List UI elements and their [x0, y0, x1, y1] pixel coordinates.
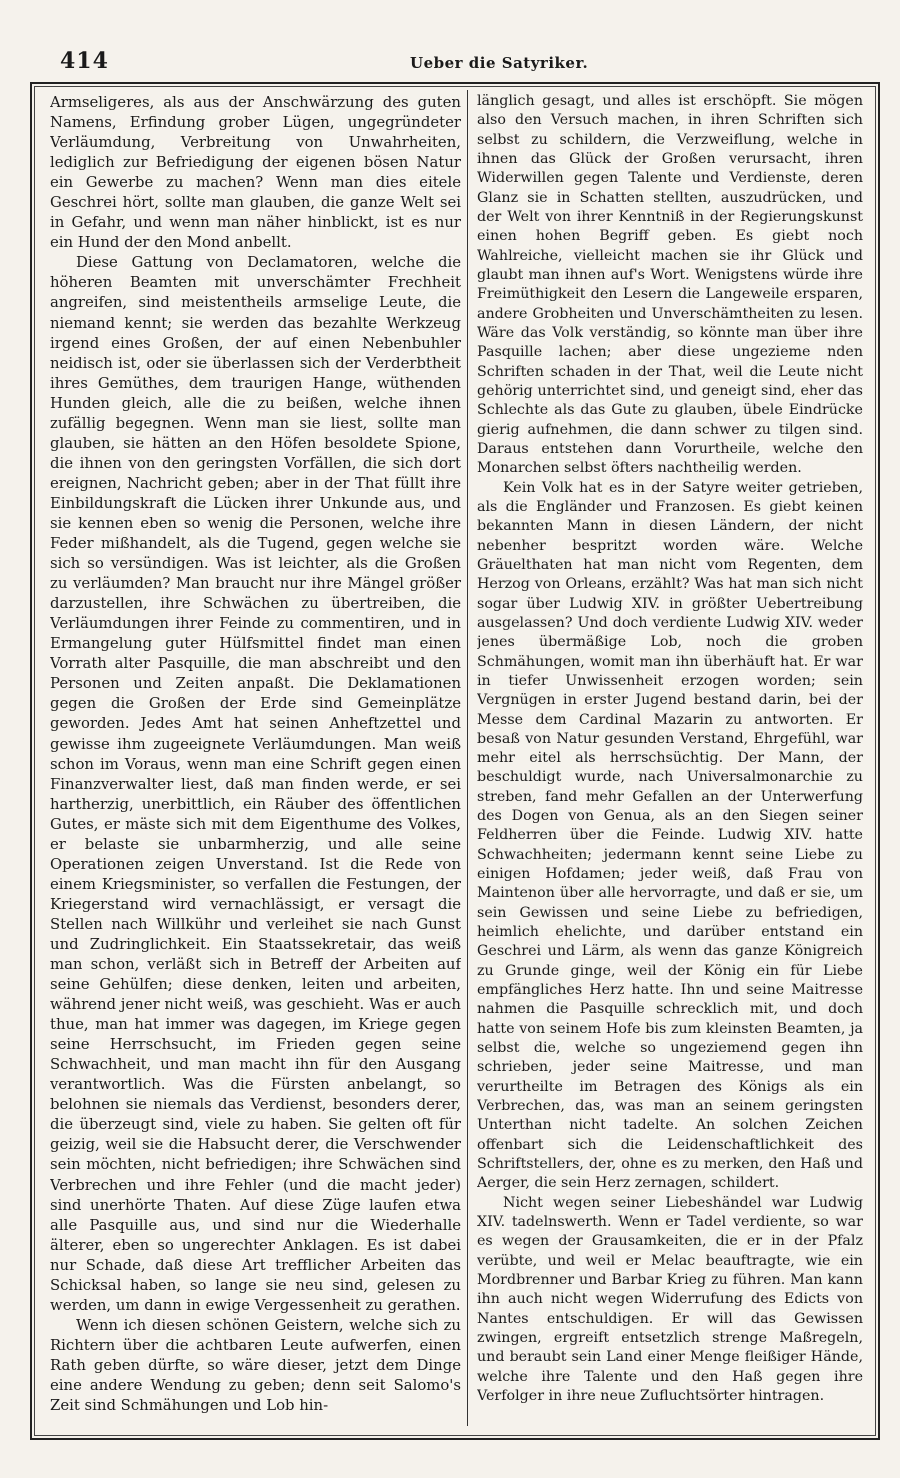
page-header [60, 48, 860, 78]
paragraph: Armseligeres, als aus der Anschwärzung des guten Namens, Erfindung grober Lügen, ungegründeter Verläumdung, Verbreitung von Unwahrheiten, lediglich zur Befriedigung der eigenen bösen Natur ein Gewerbe zu machen? Wenn man dies eitele Geschrei hört, sollte man glauben, die ganze Welt sei in Gefahr, und wenn man näher hinblickt, ist es nur ein Hund der den Mond anbellt. [50, 93, 461, 252]
paragraph: Nicht wegen seiner Liebeshändel war Ludwig XIV. tadelnswerth. Wenn er Tadel verdiente, so war es wegen der Grausamkeiten, die er in der Pfalz verübte, und weil er Melac beauftragte, wie ein Mordbrenner und Barbar Krieg zu führen. Man kann ihn auch nicht wegen Widerrufung des Edicts von Nantes entschuldigen. Er will das Gewissen zwingen, ergreift entsetzlich strenge Maßregeln, und beraubt sein Land einer Menge fleißiger Hände, welche ihre Talente und den Haß gegen ihre Verfolger in ihre neue Zufluchtsörter hintragen. [477, 1194, 863, 1404]
paragraph: Diese Gattung von Declamatoren, welche die höheren Beamten mit unverschämter Frechheit angreifen, sind meistentheils armselige Leute, die niemand kennt; sie werden das bezahlte Werkzeug irgend eines Großen, der auf einen Nebenbuhler neidisch ist, oder sie überlassen sich der Verderbtheit ihres Gemüthes, dem traurigen Hange, wüthenden Hunden gleich, alle die zu beißen, welche ihnen zufällig begegnen. Wenn man sie liest, sollte man glauben, sie hätten an den Höfen besoldete Spione, die ihnen von den geringsten Vorfällen, die sich dort ereignen, Nachricht geben; aber in der That füllt ihre Einbildungskraft die Lücken ihrer Unkunde aus, und sie kennen eben so wenig die Personen, welche ihre Feder mißhandelt, als die Tugend, gegen welche sie sich so versündigen. Was ist leichter, als die Großen zu verläumden? Man braucht nur ihre Mängel größer darzustellen, ihre Schwächen zu übertreiben, die Verläumdungen ihrer Feinde zu commentiren, und in Ermangelung guter Hülfsmittel findet man einen Vorrath alter Pasquille, die man abschreibt und den Personen und Zeiten anpaßt. Die Deklamationen gegen die Großen der Erde sind Gemeinplätze geworden. Jedes Amt hat seinen Anheftzettel und gewisse ihm zugeeignete Verläumdungen. Man weiß schon im Voraus, wenn man eine Schrift gegen einen Finanzverwalter liest, daß man finden werde, er sei hartherzig, unerbittlich, ein Räuber des öffentlichen Gutes, er mäste sich mit dem Eigenthume des Volkes, er belaste sie unbarmherzig, und alle seine Operationen zeigen Unverstand. Ist die Rede von einem Kriegsminister, so verfallen die Festungen, der Kriegerstand wird vernachlässigt, er versagt die Stellen nach Willkühr und verleihet sie nach Gunst und Zudringlichkeit. Ein Staatssekretair, das weiß man schon, verläßt sich in Betreff der Arbeiten auf seine Gehülfen; diese denken, leiten und arbeiten, während jener nicht weiß, was geschieht. Was er auch thue, man hat immer was dagegen, im Kriege gegen seine Herrschsucht, im Frieden gegen seine Schwachheit, und man macht ihn für den Ausgang verantwortlich. Was die Fürsten anbelangt, so belohnen sie niemals das Verdienst, besonders derer, die überzeugt sind, viele zu haben. Sie gelten oft für geizig, weil sie die Habsucht derer, die Verschwender sein möchten, nicht befriedigen; ihre Schwächen sind Verbrechen und ihre Fehler (und die macht jeder) sind unerhörte Thaten. Auf diese Züge laufen etwa alle Pasquille aus, und sind nur die Wiederhalle älterer, eben so ungerechter Anklagen. Es ist dabei nur Schade, daß diese Art trefflicher Arbeiten das Schicksal haben, so lange sie neu sind, gelesen zu werden, um dann in ewige Vergessenheit zu gerathen. [50, 253, 461, 1314]
left-column [50, 92, 461, 1422]
page-number: 414 [60, 48, 109, 74]
paragraph: Wenn ich diesen schönen Geistern, welche sich zu Richtern über die achtbaren Leute aufwerfen, einen Rath geben dürfte, so wäre dieser, jetzt dem Dinge eine andere Wendung zu geben; denn seit Salomo's Zeit sind Schmähungen und Lob hin- [50, 1315, 461, 1415]
column-divider [467, 90, 468, 1426]
paragraph: Kein Volk hat es in der Satyre weiter getrieben, als die Engländer und Franzosen. Es giebt keinen bekannten Mann in diesen Ländern, der nicht nebenher bespritzt worden wäre. Welche Gräuelthaten hat man nicht vom Regenten, dem Herzog von Orleans, erzählt? Was hat man sich nicht sogar über Ludwig XIV. in größter Uebertreibung ausgelassen? Und doch verdiente Ludwig XIV. weder jenes übermäßige Lob, noch die groben Schmähungen, womit man ihn überhäuft hat. Er war in tiefer Unwissenheit erzogen worden; sein Vergnügen in erster Jugend bestand darin, bei der Messe dem Cardinal Mazarin zu antworten. Er besaß von Natur gesunden Verstand, Ehrgefühl, war mehr eitel als herrschsüchtig. Der Mann, der beschuldigt wurde, nach Universalmonarchie zu streben, fand mehr Gefallen an der Unterwerfung des Dogen von Genua, als an den Siegen seiner Feldherren über die Feinde. Ludwig XIV. hatte Schwachheiten; jedermann kennt seine Liebe zu einigen Hofdamen; jeder weiß, daß Frau von Maintenon über alle hervorragte, und daß er sie, um sein Gewissen und seine Liebe zu befriedigen, heimlich ehelichte, und darüber entstand ein Geschrei und Lärm, als wenn das ganze Königreich zu Grunde ginge, weil der König ein für Liebe empfängliches Herz hatte. Ihn und seine Maitresse nahmen die Pasquille schrecklich mit, und doch hatte von seinem Hofe bis zum kleinsten Beamten, ja selbst die, welche so ungeziemend gegen ihn schrieben, jeder seine Maitresse, und man verurtheilte im Betragen des Königs als ein Verbrechen, das, was man an seinem geringsten Unterthan nicht tadelte. An solchen Zeichen offenbart sich die Leidenschaftlichkeit des Schriftstellers, der, ohne es zu merken, den Haß und Aerger, die sein Herz zernagen, schildert. [477, 479, 863, 1192]
paragraph: länglich gesagt, und alles ist erschöpft. Sie mögen also den Versuch machen, in ihren Schriften sich selbst zu schildern, die Verzweiflung, welche in ihnen das Glück der Großen verursacht, ihren Widerwillen gegen Talente und Verdienste, deren Glanz sie in Schatten stellten, auszudrücken, und der Welt von ihrer Kenntniß in der Regierungskunst einen hohen Begriff geben. Es giebt noch Wahlreiche, vielleicht machen sie ihr Glück und glaubt man ihnen auf's Wort. Wenigstens würde ihre Freimüthigkeit den Lesern die Langeweile ersparen, andere Grobheiten und Unverschämtheiten zu lesen. Wäre das Volk verständig, so könnte man über ihre Pasquille lachen; aber diese ungezieme nden Schriften schaden in der That, weil die Leute nicht gehörig unterrichtet sind, und geneigt sind, eher das Schlechte als das Gute zu glauben, übele Eindrücke gierig aufnehmen, die dann schwer zu tilgen sind. Daraus entstehen dann Vorurtheile, welche den Monarchen selbst öfters nachtheilig werden. [477, 93, 863, 477]
right-column [477, 92, 863, 1422]
running-title: Ueber die Satyriker. [410, 54, 589, 72]
